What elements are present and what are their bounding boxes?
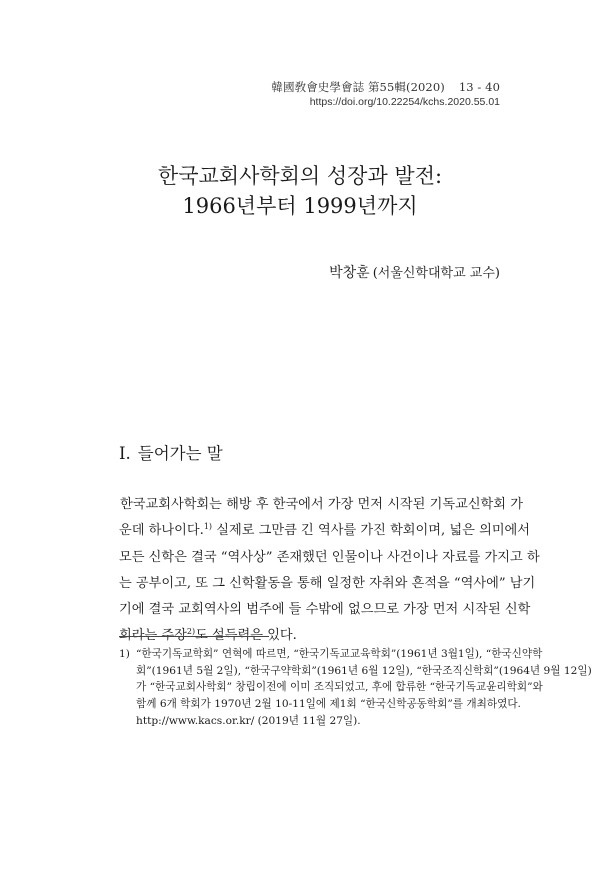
footnote-body — [136, 646, 592, 729]
footnote-number: 1) — [119, 648, 130, 660]
footnote-line: 가 “한국교회사학회” 창립이전에 이미 조직되었고, 후에 합류한 “한국기독교윤리학회”와 — [136, 681, 543, 694]
journal-citation — [271, 79, 500, 95]
body-line: 기에 결국 교회역사의 범주에 들 수밖에 없으므로 가장 먼저 시작된 신학 — [119, 602, 531, 618]
body-paragraph — [119, 492, 540, 650]
footnote-url-line[interactable]: http://www.kacs.or.kr/ (2019년 11월 27일). — [136, 714, 361, 727]
body-text-segment: 도 설득력은 있다. — [195, 628, 297, 644]
body-line: 는 공부이고, 또 그 신학활동을 통해 일정한 자취와 흔적을 “역사에” 남기 — [119, 575, 536, 591]
body-line: 모든 신학은 결국 “역사상” 존재했던 인물이나 사건이나 자료를 가지고 하 — [119, 549, 540, 565]
paper-title-line-1: 한국교회사학회의 성장과 발전: — [157, 164, 443, 188]
body-text-segment: 실제로 그만큼 긴 역사를 가진 학회이며, 넓은 의미에서 — [212, 523, 531, 539]
page-range: 13 - 40 — [458, 80, 500, 94]
author-affiliation: (서울신학대학교 교수) — [372, 266, 500, 281]
author-byline — [329, 262, 500, 282]
section-title: 들어가는 말 — [137, 444, 223, 463]
section-number: I. — [119, 444, 131, 463]
footnote-ref-2[interactable]: 2) — [186, 627, 196, 637]
footnote-divider — [119, 636, 269, 637]
footnote-line: “한국기독교학회” 연혁에 따르면, “한국기독교교육학회”(1961년 3월1일), “한국신약학 — [136, 648, 543, 660]
body-text-segment: 운데 하나이다. — [119, 523, 204, 539]
body-line: 한국교회사학회는 해방 후 한국에서 가장 먼저 시작된 기독교신학회 가 — [120, 497, 523, 512]
footnote-1 — [119, 646, 592, 729]
journal-name: 韓國敎會史學會誌 第55輯(2020) — [271, 80, 445, 94]
doi-link[interactable]: https://doi.org/10.22254/kchs.2020.55.01 — [309, 96, 500, 108]
body-text-segment: 회라는 주장 — [119, 628, 187, 644]
paper-title-line-2: 1966년부터 1999년까지 — [182, 194, 418, 218]
footnote-ref-1[interactable]: 1) — [203, 522, 213, 532]
section-heading — [119, 440, 223, 464]
body-line — [119, 518, 531, 544]
footnote-line: 함께 6개 학회가 1970년 2월 10-11일에 제1회 “한국신학공동학회”를 개최하였다. — [136, 698, 521, 711]
author-name: 박창훈 — [329, 265, 370, 281]
footnote-line: 회”(1961년 5월 2일), “한국구약학회”(1961년 6월 12일), “한국조직신학회”(1964년 9월 12일) — [136, 664, 592, 677]
